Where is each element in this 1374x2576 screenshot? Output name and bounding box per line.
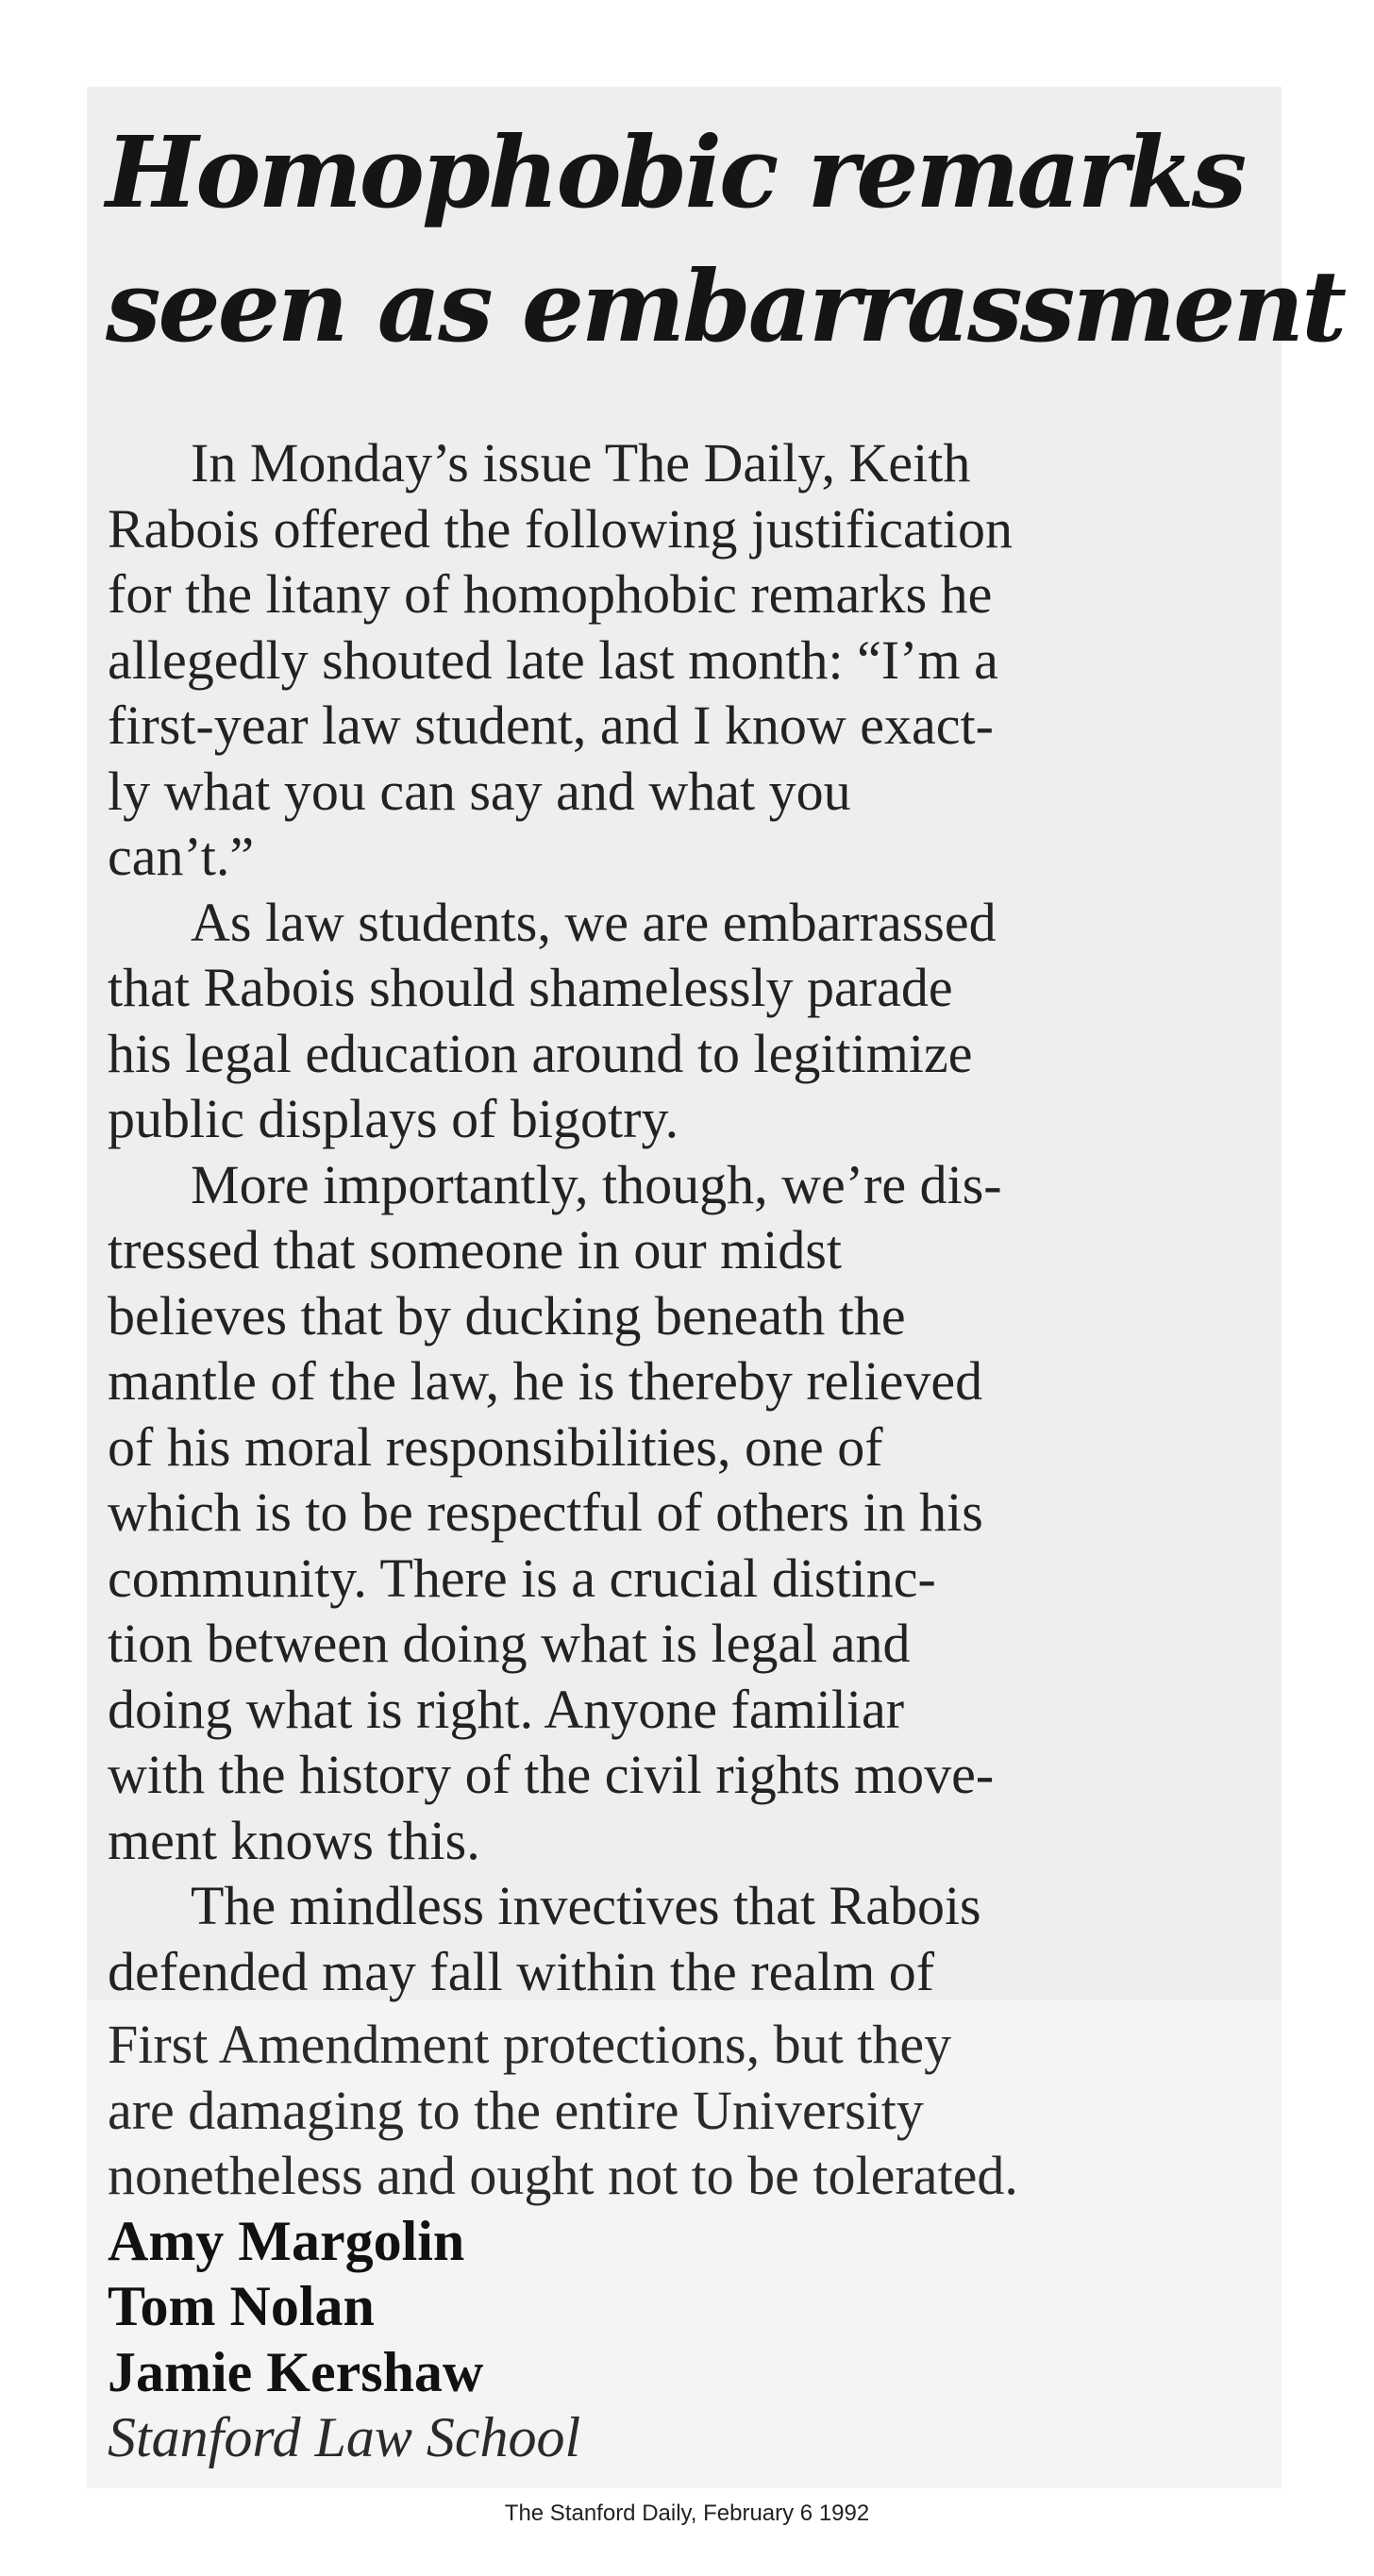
headline-line: Homophobic remarks <box>106 114 1245 230</box>
paragraph-3-line: of his moral responsibilities, one of <box>108 1415 883 1478</box>
paragraph-3-line: doing what is right. Anyone familiar <box>108 1678 905 1740</box>
paragraph-3-line: More importantly, though, we’re dis- <box>191 1153 1002 1215</box>
paragraph-4-line: defended may fall within the realm of <box>108 1940 935 2002</box>
signature-name: Tom Nolan <box>108 2275 375 2337</box>
article-continuation <box>108 2012 1268 2471</box>
article-headline <box>106 106 1345 374</box>
paragraph-3-line: mantle of the law, he is thereby relieved <box>108 1350 983 1412</box>
paragraph-1-line: Rabois offered the following justification <box>108 497 1013 560</box>
paragraph-3-line: which is to be respectful of others in his <box>108 1481 983 1543</box>
signature-name: Amy Margolin <box>108 2209 465 2272</box>
continuation-line: First Amendment protections, but they <box>108 2014 952 2075</box>
paragraph-3-line: with the history of the civil rights move- <box>108 1744 995 1805</box>
paragraph-2-line: As law students, we are embarrassed <box>191 891 997 953</box>
signature-name: Jamie Kershaw <box>108 2340 484 2403</box>
source-caption: The Stanford Daily, February 6 1992 <box>504 2501 870 2526</box>
paragraph-3-line: tion between doing what is legal and <box>108 1613 911 1674</box>
paragraph-1-line: first-year law student, and I know exact- <box>108 694 994 756</box>
paragraph-2-line: public displays of bigotry. <box>108 1088 679 1149</box>
signature-affiliation: Stanford Law School <box>108 2406 581 2468</box>
continuation-line: nonetheless and ought not to be tolerated. <box>108 2145 1018 2206</box>
article-body <box>108 430 1268 2004</box>
paragraph-1-line: can’t.” <box>108 826 255 887</box>
paragraph-1-line: ly what you can say and what you <box>108 760 851 822</box>
paragraph-3-line: community. There is a crucial distinc- <box>108 1547 936 1609</box>
continuation-line: are damaging to the entire University <box>108 2079 924 2141</box>
paragraph-4-line: The mindless invectives that Rabois <box>191 1875 981 1936</box>
paragraph-3-line: tressed that someone in our midst <box>108 1219 843 1280</box>
paragraph-1-line: allegedly shouted late last month: “I’m a <box>108 628 998 691</box>
paragraph-2-line: his legal education around to legitimize <box>108 1022 973 1084</box>
paragraph-2-line: that Rabois should shamelessly parade <box>108 957 953 1018</box>
paragraph-3-line: ment knows this. <box>108 1809 480 1871</box>
paragraph-3-line: believes that by ducking beneath the <box>108 1284 906 1347</box>
headline-line: seen as embarrassment <box>106 248 1345 364</box>
paragraph-1-line: for the litany of homophobic remarks he <box>108 563 993 625</box>
paragraph-1-line: In Monday’s issue The Daily, Keith <box>191 432 971 493</box>
